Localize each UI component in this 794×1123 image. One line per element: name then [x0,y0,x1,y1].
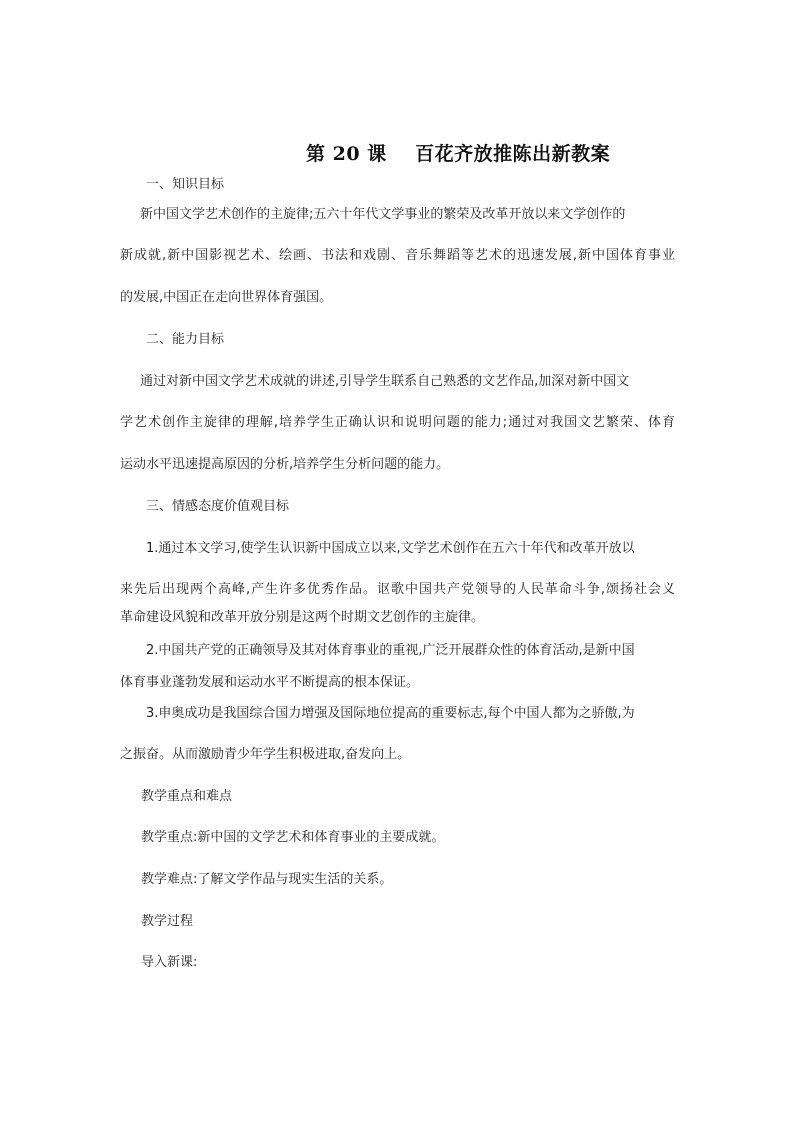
section3-item1-line-2: 来先后出现两个高峰,产生许多优秀作品。讴歌中国共产党领导的人民革命斗争,颂扬社会义 [120,582,675,597]
section3-item1-line-1: 1.通过本文学习,使学生认识新中国成立以来,文学艺术创作在五六十年代和改革开放以 [146,541,635,556]
key-points-heading: 教学重点和难点 [141,789,233,804]
process-heading: 教学过程 [141,914,194,929]
section3-heading: 三、情感态度价值观目标 [146,499,290,514]
section2-line-2: 学艺术创作主旋律的理解,培养学生正确认识和说明问题的能力;通过对我国文艺繁荣、体育 [120,415,675,430]
section2-heading: 二、能力目标 [146,332,225,347]
key-point-text: 教学重点:新中国的文学艺术和体育事业的主要成就。 [141,830,445,845]
section3-item2-line-2: 体育事业蓬勃发展和运动水平不断提高的根本保证。 [120,675,420,690]
section3-item2-line-1: 2.中国共产党的正确领导及其对体育事业的重视,广泛开展群众性的体育活动,是新中国 [146,643,635,658]
difficulty-text: 教学难点:了解文学作品与现实生活的关系。 [141,872,393,887]
section1-line-2: 新成就,新中国影视艺术、绘画、书法和戏剧、音乐舞蹈等艺术的迅速发展,新中国体育事业 [120,248,675,263]
section3-item3-line-1: 3.申奥成功是我国综合国力增强及国际地位提高的重要标志,每个中国人都为之骄傲,为 [146,706,635,721]
section2-line-3: 运动水平迅速提高原因的分析,培养学生分析问题的能力。 [120,457,450,472]
intro-text: 导入新课: [141,955,198,970]
section1-line-1: 新中国文学艺术创作的主旋律;五六十年代文学事业的繁荣及改革开放以来文学创作的 [140,207,626,222]
section2-line-1: 通过对新中国文学艺术成就的讲述,引导学生联系自己熟悉的文艺作品,加深对新中国文 [140,374,630,389]
section1-heading: 一、知识目标 [146,177,225,192]
section1-line-3: 的发展,中国正在走向世界体育强国。 [120,290,333,305]
lesson-title: 第 20 课 百花齐放推陈出新教案 [306,143,611,165]
section3-item1-line-3: 革命建设风貌和改革开放分别是这两个时期文艺创作的主旋律。 [120,610,485,625]
section3-item3-line-2: 之振奋。从而激励青少年学生积极进取,奋发向上。 [120,747,411,762]
